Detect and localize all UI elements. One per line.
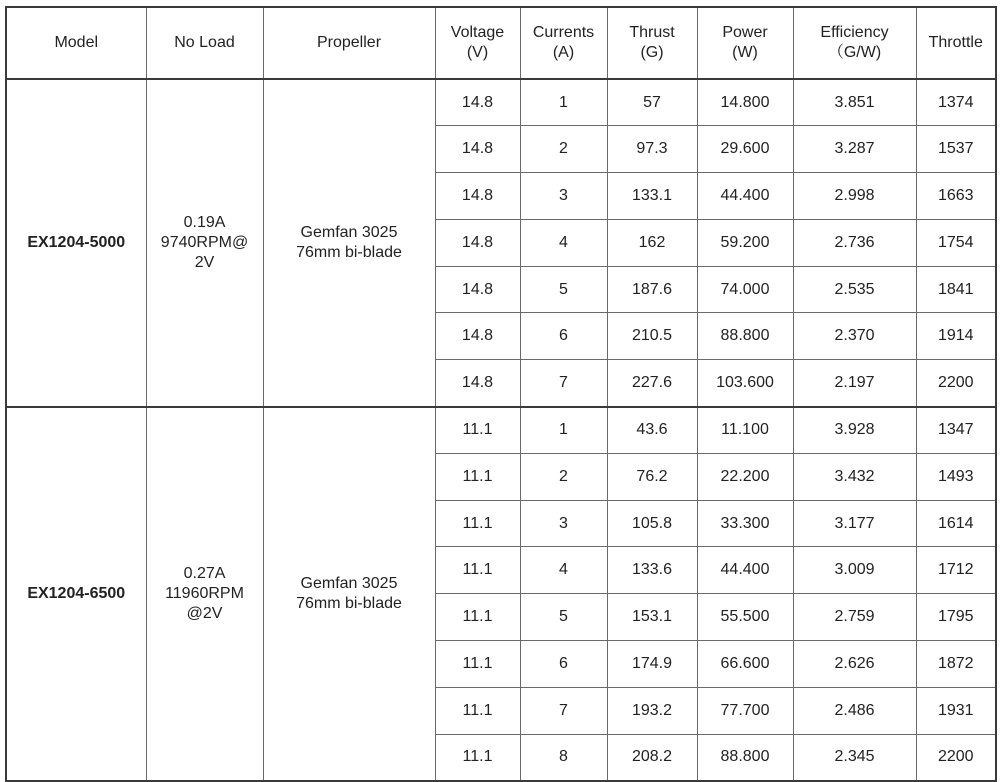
power-cell: 88.800 [697,734,793,781]
no-load-line: 2V [194,253,215,271]
voltage-cell: 11.1 [435,407,520,454]
propeller-cell [263,407,435,781]
current-cell: 3 [520,173,607,220]
current-cell: 8 [520,734,607,781]
thrust-cell: 76.2 [607,453,697,500]
header-voltage [435,7,520,79]
efficiency-cell: 2.535 [793,266,916,313]
no-load-cell [146,79,263,407]
thrust-cell: 193.2 [607,687,697,734]
current-cell: 6 [520,313,607,360]
voltage-cell: 14.8 [435,173,520,220]
voltage-cell: 11.1 [435,687,520,734]
throttle-cell: 2200 [916,734,996,781]
header-thrust-label: Thrust [629,24,675,41]
efficiency-cell: 2.197 [793,360,916,407]
voltage-cell: 14.8 [435,360,520,407]
header-thrust-unit: (G) [640,44,664,61]
voltage-cell: 11.1 [435,734,520,781]
throttle-cell: 1374 [916,79,996,126]
throttle-cell: 1931 [916,687,996,734]
efficiency-cell: 2.345 [793,734,916,781]
efficiency-cell: 2.736 [793,219,916,266]
current-cell: 6 [520,641,607,688]
no-load-line: 11960RPM [165,584,244,602]
header-currents-label: Currents [532,24,595,41]
power-cell: 14.800 [697,79,793,126]
power-cell: 44.400 [697,173,793,220]
thrust-cell: 162 [607,219,697,266]
power-cell: 55.500 [697,594,793,641]
power-cell: 59.200 [697,219,793,266]
voltage-cell: 11.1 [435,594,520,641]
power-cell: 22.200 [697,453,793,500]
header-power [697,7,793,79]
header-voltage-label: Voltage [450,24,505,41]
header-voltage-unit: (V) [466,44,489,61]
efficiency-cell: 3.009 [793,547,916,594]
no-load-line: 9740RPM@ [160,233,249,251]
current-cell: 1 [520,79,607,126]
throttle-cell: 1754 [916,219,996,266]
no-load-cell [146,407,263,781]
motor-test-table [5,6,997,782]
table-body [6,79,996,781]
efficiency-cell: 3.851 [793,79,916,126]
header-currents [520,7,607,79]
current-cell: 4 [520,547,607,594]
throttle-cell: 1914 [916,313,996,360]
efficiency-cell: 2.759 [793,594,916,641]
current-cell: 3 [520,500,607,547]
thrust-cell: 227.6 [607,360,697,407]
model-cell: EX1204-6500 [6,407,146,781]
voltage-cell: 14.8 [435,219,520,266]
power-cell: 44.400 [697,547,793,594]
current-cell: 5 [520,594,607,641]
header-efficiency-unit: （G/W) [827,44,882,61]
thrust-cell: 97.3 [607,126,697,173]
voltage-cell: 11.1 [435,547,520,594]
header-propeller: Propeller [263,7,435,79]
efficiency-cell: 2.998 [793,173,916,220]
voltage-cell: 11.1 [435,500,520,547]
throttle-cell: 2200 [916,360,996,407]
thrust-cell: 153.1 [607,594,697,641]
power-cell: 103.600 [697,360,793,407]
throttle-cell: 1712 [916,547,996,594]
power-cell: 33.300 [697,500,793,547]
voltage-cell: 11.1 [435,641,520,688]
voltage-cell: 14.8 [435,126,520,173]
propeller-line: 76mm bi-blade [296,594,402,612]
efficiency-cell: 2.370 [793,313,916,360]
efficiency-cell: 3.287 [793,126,916,173]
propeller-line: Gemfan 3025 [300,223,398,241]
header-no-load: No Load [146,7,263,79]
throttle-cell: 1795 [916,594,996,641]
power-cell: 29.600 [697,126,793,173]
efficiency-cell: 3.432 [793,453,916,500]
header-row [6,7,996,79]
thrust-cell: 174.9 [607,641,697,688]
throttle-cell: 1872 [916,641,996,688]
throttle-cell: 1663 [916,173,996,220]
thrust-cell: 210.5 [607,313,697,360]
no-load-line: 0.19A [183,213,226,231]
current-cell: 7 [520,360,607,407]
voltage-cell: 14.8 [435,266,520,313]
current-cell: 4 [520,219,607,266]
efficiency-cell: 2.626 [793,641,916,688]
power-cell: 11.100 [697,407,793,454]
efficiency-cell: 2.486 [793,687,916,734]
efficiency-cell: 3.928 [793,407,916,454]
no-load-line: 0.27A [183,564,226,582]
throttle-cell: 1493 [916,453,996,500]
propeller-cell [263,79,435,407]
throttle-cell: 1347 [916,407,996,454]
thrust-cell: 43.6 [607,407,697,454]
power-cell: 88.800 [697,313,793,360]
thrust-cell: 57 [607,79,697,126]
thrust-cell: 105.8 [607,500,697,547]
thrust-cell: 133.1 [607,173,697,220]
table-row [6,79,996,126]
power-cell: 66.600 [697,641,793,688]
header-efficiency [793,7,916,79]
power-cell: 74.000 [697,266,793,313]
header-throttle: Throttle [916,7,996,79]
thrust-cell: 187.6 [607,266,697,313]
thrust-cell: 208.2 [607,734,697,781]
throttle-cell: 1841 [916,266,996,313]
propeller-line: Gemfan 3025 [300,574,398,592]
throttle-cell: 1614 [916,500,996,547]
current-cell: 2 [520,453,607,500]
header-power-label: Power [722,24,768,41]
header-model: Model [6,7,146,79]
no-load-line: @2V [186,604,223,622]
model-cell: EX1204-5000 [6,79,146,407]
current-cell: 1 [520,407,607,454]
current-cell: 5 [520,266,607,313]
current-cell: 7 [520,687,607,734]
propeller-line: 76mm bi-blade [296,243,402,261]
voltage-cell: 14.8 [435,313,520,360]
header-power-unit: (W) [732,44,758,61]
efficiency-cell: 3.177 [793,500,916,547]
current-cell: 2 [520,126,607,173]
header-currents-unit: (A) [552,44,575,61]
power-cell: 77.700 [697,687,793,734]
voltage-cell: 14.8 [435,79,520,126]
table-row [6,407,996,454]
thrust-cell: 133.6 [607,547,697,594]
header-efficiency-label: Efficiency [820,24,889,41]
header-thrust [607,7,697,79]
throttle-cell: 1537 [916,126,996,173]
voltage-cell: 11.1 [435,453,520,500]
